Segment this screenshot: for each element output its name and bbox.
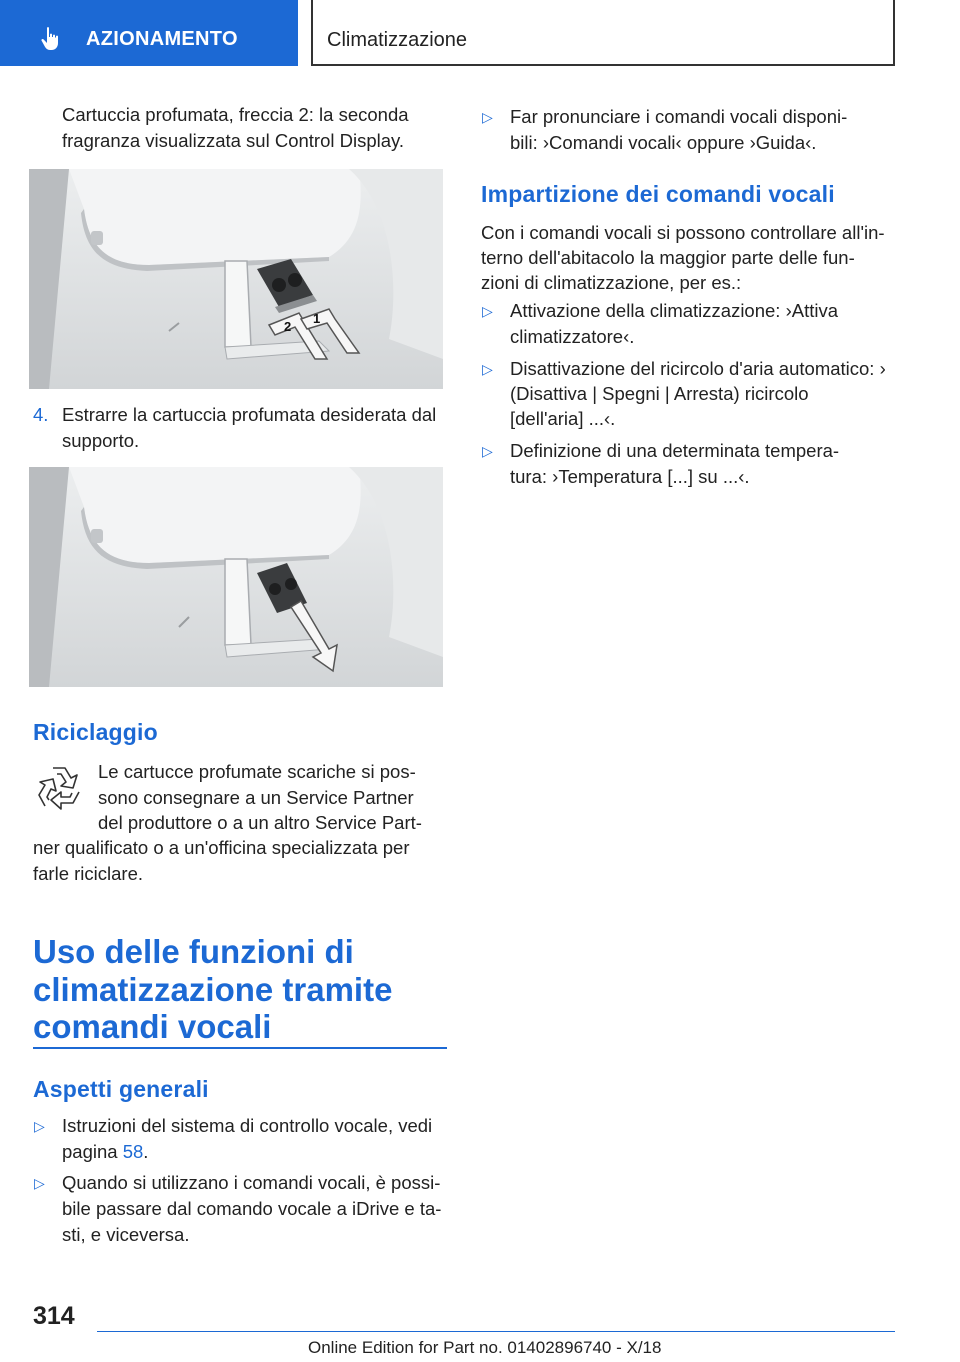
recycling-line-4: ner qualificato o a un'officina specializzata per [33, 837, 410, 858]
page-number: 314 [33, 1302, 75, 1330]
figure-label-arrow-1: 1 [313, 311, 321, 326]
step-4-line-2: supporto. [62, 430, 140, 451]
right-bullet-top-line-1: Far pronunciare i comandi vocali disponi- [510, 106, 848, 127]
voice-bullet-2-line-1: Disattivazione del ricircolo d'aria automatico: › [510, 358, 886, 379]
voice-bullet-1-line-1: Attivazione della climatizzazione: ›Attiva [510, 300, 839, 321]
page-link-58[interactable]: 58 [122, 1141, 144, 1162]
general-bullet-1-line-1: Istruzioni del sistema di controllo vocale, vedi [62, 1115, 433, 1136]
touch-hand-icon [38, 26, 64, 52]
bullet-marker: ▷ [34, 1175, 45, 1191]
fragrance-cartridge-figure-1 [29, 169, 443, 389]
intro-line-1: Cartuccia profumata, freccia 2: la seconda [62, 104, 409, 125]
main-heading-line-1: Uso delle funzioni di [33, 933, 354, 970]
voice-intro-line-2: terno dell'abitacolo la maggior parte delle fun- [481, 247, 855, 268]
bullet-marker: ▷ [482, 443, 493, 459]
recycling-heading: Riciclaggio [33, 719, 158, 745]
bullet-marker: ▷ [34, 1118, 45, 1134]
step-4-line-1: Estrarre la cartuccia profumata desiderata dal [62, 404, 437, 425]
footer-edition: Online Edition for Part no. 01402896740 - X/18 [308, 1338, 662, 1357]
heading-rule [33, 1047, 447, 1049]
recycling-line-5: farle riciclare. [33, 863, 143, 884]
bullet-marker: ▷ [482, 109, 493, 125]
recycling-line-2: sono consegnare a un Service Partner [98, 787, 414, 808]
general-heading: Aspetti generali [33, 1076, 209, 1102]
bullet-marker: ▷ [482, 361, 493, 377]
voice-bullet-1-line-2: climatizzatore‹. [510, 326, 635, 347]
intro-line-2: fragranza visualizzata sul Control Display. [62, 130, 405, 151]
chapter-tab-label: AZIONAMENTO [86, 28, 238, 50]
voice-intro-line-3: zioni di climatizzazione, per es.: [481, 272, 742, 293]
figure-label-arrow-2: 2 [284, 319, 292, 334]
section-title-box [311, 0, 895, 66]
voice-bullet-2-line-3: [dell'aria] ...‹. [510, 408, 616, 429]
recycle-icon [33, 762, 85, 814]
general-bullet-2-line-1: Quando si utilizzano i comandi vocali, è possi- [62, 1172, 441, 1193]
bullet-marker: ▷ [482, 303, 493, 319]
footer-rule [97, 1331, 895, 1332]
main-heading-line-2: climatizzazione tramite [33, 971, 393, 1008]
general-bullet-2-line-2: bile passare dal comando vocale a iDrive e ta- [62, 1198, 442, 1219]
fragrance-cartridge-figure-2 [29, 467, 443, 687]
cartridge-removal-illustration [29, 467, 443, 687]
voice-intro-line-1: Con i comandi vocali si possono controllare all'in- [481, 222, 885, 243]
voice-bullet-3-line-2: tura: ›Temperatura [...] su ...‹. [510, 466, 750, 487]
recycling-line-1: Le cartucce profumate scariche si pos- [98, 761, 416, 782]
voice-bullet-2-line-2: (Disattiva | Spegni | Arresta) ricircolo [510, 383, 809, 404]
chapter-tab[interactable] [0, 0, 298, 66]
main-heading-line-3: comandi vocali [33, 1008, 272, 1045]
fragrance-holder-illustration [29, 169, 443, 389]
general-bullet-1-line-2: pagina 58. [62, 1141, 149, 1162]
voice-bullet-3-line-1: Definizione di una determinata tempera- [510, 440, 840, 461]
recycling-line-3: del produttore o a un altro Service Part- [98, 812, 422, 833]
right-bullet-top-line-2: bili: ›Comandi vocali‹ oppure ›Guida‹. [510, 132, 817, 153]
step-number: 4. [33, 404, 49, 425]
general-bullet-2-line-3: sti, e viceversa. [62, 1224, 190, 1245]
voice-commands-heading: Impartizione dei comandi vocali [481, 181, 835, 207]
section-title: Climatizzazione [327, 29, 468, 51]
